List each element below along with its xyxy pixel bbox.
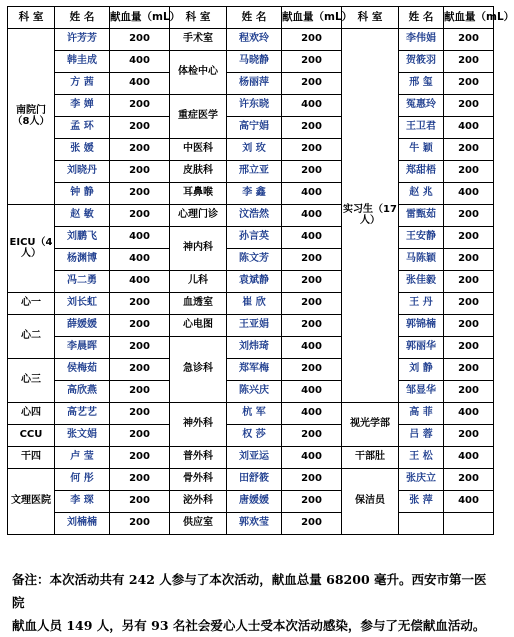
donation-volume-cell: 400 — [282, 95, 342, 117]
table-row — [8, 381, 494, 403]
donor-name-cell: 郑甜梧 — [399, 161, 444, 183]
donation-volume-cell: 200 — [444, 359, 494, 381]
donor-name-cell: 杨渊博 — [55, 249, 110, 271]
donation-volume-cell: 200 — [444, 73, 494, 95]
header-dept-1: 科 室 — [8, 7, 55, 29]
donor-name-cell: 高 菲 — [399, 403, 444, 425]
header-name-3: 姓 名 — [399, 7, 444, 29]
donation-volume-cell: 400 — [110, 271, 170, 293]
donation-volume-cell: 400 — [282, 381, 342, 403]
donor-name-cell: 吕 蓉 — [399, 425, 444, 447]
donor-name-cell: 许芳芳 — [55, 29, 110, 51]
department-cell: 视光学部 — [342, 403, 399, 447]
donation-volume-cell: 400 — [444, 117, 494, 139]
donor-name-cell: 刘 静 — [399, 359, 444, 381]
donation-volume-cell: 200 — [110, 403, 170, 425]
donor-name-cell: 孙言英 — [227, 227, 282, 249]
donor-name-cell: 马陈颖 — [399, 249, 444, 271]
donation-volume-cell: 200 — [110, 161, 170, 183]
donation-volume-cell: 200 — [444, 51, 494, 73]
donation-volume-cell: 200 — [444, 271, 494, 293]
donor-name-cell: 李 琛 — [55, 491, 110, 513]
donor-name-cell: 侯梅茹 — [55, 359, 110, 381]
donation-volume-cell: 200 — [110, 337, 170, 359]
donation-volume-cell: 200 — [282, 513, 342, 535]
donation-volume-cell: 200 — [110, 359, 170, 381]
donor-name-cell: 田舒筱 — [227, 469, 282, 491]
donation-volume-cell: 400 — [444, 183, 494, 205]
department-cell: 儿科 — [170, 271, 227, 293]
donation-volume-cell: 200 — [282, 491, 342, 513]
department-cell: 中医科 — [170, 139, 227, 161]
table-row — [8, 139, 494, 161]
donation-volume-cell: 200 — [282, 359, 342, 381]
donor-name-cell: 郭锦楠 — [399, 315, 444, 337]
donation-volume-cell: 200 — [282, 29, 342, 51]
table-row — [8, 337, 494, 359]
donor-name-cell: 王卫君 — [399, 117, 444, 139]
donor-name-cell: 赵 兆 — [399, 183, 444, 205]
donor-name-cell: 郑军梅 — [227, 359, 282, 381]
department-cell: 干部肚 — [342, 447, 399, 469]
donor-name-cell: 郭欢莹 — [227, 513, 282, 535]
table-row — [8, 491, 494, 513]
department-cell: 心电图 — [170, 315, 227, 337]
donor-name-cell: 权 莎 — [227, 425, 282, 447]
header-volume-3: 献血量（mL） — [444, 7, 494, 29]
donation-volume-cell: 200 — [444, 161, 494, 183]
donor-name-cell: 张庆立 — [399, 469, 444, 491]
donation-volume-cell: 400 — [110, 51, 170, 73]
donation-volume-cell: 200 — [110, 491, 170, 513]
donor-name-cell: 李 鑫 — [227, 183, 282, 205]
header-dept-3: 科 室 — [342, 7, 399, 29]
donor-name-cell: 崔 欣 — [227, 293, 282, 315]
donor-name-cell: 刘鹏飞 — [55, 227, 110, 249]
department-cell: 手术室 — [170, 29, 227, 51]
remark-note — [12, 568, 492, 637]
donor-name-cell: 韩圭成 — [55, 51, 110, 73]
department-cell: 心二 — [8, 315, 55, 359]
table-row — [8, 161, 494, 183]
donor-name-cell: 刘楠楠 — [55, 513, 110, 535]
donor-name-cell: 邢 玺 — [399, 73, 444, 95]
remark-line-2: 献血人员 149 人，另有 93 名社会爱心人士受本次活动感染，参与了无偿献血活动。 — [12, 618, 486, 633]
donor-name-cell: 唐媛媛 — [227, 491, 282, 513]
donation-volume-cell: 200 — [110, 447, 170, 469]
table-row — [8, 403, 494, 425]
header-volume-1: 献血量（mL） — [110, 7, 170, 29]
department-cell: 皮肤科 — [170, 161, 227, 183]
donation-volume-cell: 200 — [110, 425, 170, 447]
remark-line-1: 备注：本次活动共有 242 人参与了本次活动，献血总量 68200 毫升。西安市第一医院 — [12, 572, 487, 610]
donation-volume-cell: 200 — [444, 337, 494, 359]
donor-name-cell: 冯二勇 — [55, 271, 110, 293]
donation-volume-cell: 400 — [444, 403, 494, 425]
donation-volume-cell: 200 — [444, 95, 494, 117]
donor-name-cell: 牛 颖 — [399, 139, 444, 161]
donor-name-cell: 卢 莹 — [55, 447, 110, 469]
department-cell: 心一 — [8, 293, 55, 315]
department-cell: 供应室 — [170, 513, 227, 535]
donation-volume-cell: 200 — [444, 381, 494, 403]
department-cell: 保洁员 — [342, 469, 399, 535]
table-row — [8, 271, 494, 293]
donation-volume-cell: 200 — [110, 293, 170, 315]
department-cell: 急诊科 — [170, 337, 227, 403]
department-cell: 泌外科 — [170, 491, 227, 513]
department-cell: 实习生（17人） — [342, 29, 399, 403]
table-row — [8, 315, 494, 337]
header-name-1: 姓 名 — [55, 7, 110, 29]
department-cell: 骨外科 — [170, 469, 227, 491]
department-cell: 干四 — [8, 447, 55, 469]
donation-volume-cell: 200 — [444, 139, 494, 161]
donor-name-cell: 张文娟 — [55, 425, 110, 447]
donor-name-cell: 王 松 — [399, 447, 444, 469]
donation-volume-cell: 200 — [110, 381, 170, 403]
donor-name-cell: 刘长虹 — [55, 293, 110, 315]
donation-volume-cell: 200 — [444, 205, 494, 227]
donor-name-cell: 何 彤 — [55, 469, 110, 491]
table-row — [8, 51, 494, 73]
donation-volume-cell: 200 — [282, 469, 342, 491]
donation-volume-cell — [444, 513, 494, 535]
donation-volume-cell: 200 — [110, 469, 170, 491]
donation-volume-cell: 400 — [282, 337, 342, 359]
donor-name-cell: 赵 敏 — [55, 205, 110, 227]
donor-name-cell: 刘晓丹 — [55, 161, 110, 183]
table-row — [8, 205, 494, 227]
donation-volume-cell: 200 — [282, 161, 342, 183]
department-cell: 心理门诊 — [170, 205, 227, 227]
donor-name-cell: 刘炜琦 — [227, 337, 282, 359]
donation-volume-cell: 400 — [282, 183, 342, 205]
donation-volume-cell: 200 — [110, 95, 170, 117]
donation-volume-cell: 400 — [110, 249, 170, 271]
donor-name-cell: 钟 静 — [55, 183, 110, 205]
donation-volume-cell: 200 — [110, 513, 170, 535]
donation-volume-cell: 200 — [282, 271, 342, 293]
table-row — [8, 117, 494, 139]
donation-volume-cell: 400 — [444, 447, 494, 469]
department-cell: 心四 — [8, 403, 55, 425]
donation-volume-cell: 200 — [444, 227, 494, 249]
department-cell: EICU（4人） — [8, 205, 55, 293]
department-cell: 南院门（8人） — [8, 29, 55, 205]
donation-volume-cell: 200 — [444, 249, 494, 271]
donation-volume-cell: 200 — [110, 205, 170, 227]
donation-volume-cell: 200 — [282, 293, 342, 315]
donor-name-cell: 张 萍 — [399, 491, 444, 513]
header-dept-2: 科 室 — [170, 7, 227, 29]
department-cell: 耳鼻喉 — [170, 183, 227, 205]
donor-name-cell: 李伟娟 — [399, 29, 444, 51]
table-row — [8, 183, 494, 205]
donation-volume-cell: 200 — [110, 139, 170, 161]
donor-name-cell: 郭丽华 — [399, 337, 444, 359]
donation-volume-cell: 200 — [282, 425, 342, 447]
donation-volume-cell: 200 — [110, 29, 170, 51]
donation-volume-cell: 400 — [110, 73, 170, 95]
table-row — [8, 447, 494, 469]
donor-name-cell: 陈兴庆 — [227, 381, 282, 403]
donor-name-cell: 杨丽萍 — [227, 73, 282, 95]
donor-name-cell: 程欢玲 — [227, 29, 282, 51]
donation-table-container — [7, 6, 514, 535]
table-row — [8, 513, 494, 535]
donor-name-cell: 高艺艺 — [55, 403, 110, 425]
donor-name-cell — [399, 513, 444, 535]
donation-volume-cell: 200 — [282, 51, 342, 73]
donor-name-cell: 李 婵 — [55, 95, 110, 117]
department-cell: 神内科 — [170, 227, 227, 271]
donor-name-cell: 杭 军 — [227, 403, 282, 425]
donation-volume-cell: 200 — [110, 315, 170, 337]
table-row — [8, 425, 494, 447]
department-cell: CCU — [8, 425, 55, 447]
donation-volume-cell: 200 — [282, 249, 342, 271]
blood-donation-table — [7, 6, 514, 535]
department-cell: 血透室 — [170, 293, 227, 315]
table-row — [8, 95, 494, 117]
donor-name-cell: 王安静 — [399, 227, 444, 249]
department-cell: 文理医院 — [8, 469, 55, 535]
donation-volume-cell: 200 — [282, 139, 342, 161]
donation-volume-cell: 400 — [444, 491, 494, 513]
table-row — [8, 249, 494, 271]
donation-volume-cell: 200 — [110, 183, 170, 205]
department-cell: 普外科 — [170, 447, 227, 469]
donor-name-cell: 张 媛 — [55, 139, 110, 161]
donation-volume-cell: 200 — [282, 315, 342, 337]
donation-volume-cell: 400 — [282, 205, 342, 227]
donation-volume-cell: 200 — [444, 469, 494, 491]
donation-volume-cell: 200 — [444, 293, 494, 315]
donor-name-cell: 刘亚运 — [227, 447, 282, 469]
donor-name-cell: 王亚娟 — [227, 315, 282, 337]
donor-name-cell: 雷甄茹 — [399, 205, 444, 227]
donor-name-cell: 许东晓 — [227, 95, 282, 117]
header-row — [8, 7, 494, 29]
donor-name-cell: 袁斌静 — [227, 271, 282, 293]
department-cell: 心三 — [8, 359, 55, 403]
table-body — [8, 29, 494, 535]
donor-name-cell: 贺筱羽 — [399, 51, 444, 73]
department-cell: 体检中心 — [170, 51, 227, 95]
donation-volume-cell: 400 — [282, 403, 342, 425]
donor-name-cell: 汶浩然 — [227, 205, 282, 227]
donation-volume-cell: 200 — [444, 425, 494, 447]
table-row — [8, 469, 494, 491]
donor-name-cell: 孟 环 — [55, 117, 110, 139]
donor-name-cell: 李晨晖 — [55, 337, 110, 359]
donation-volume-cell: 400 — [282, 227, 342, 249]
header-volume-2: 献血量（mL） — [282, 7, 342, 29]
donation-volume-cell: 200 — [282, 117, 342, 139]
donor-name-cell: 高宁娟 — [227, 117, 282, 139]
department-cell: 神外科 — [170, 403, 227, 447]
donor-name-cell: 张佳毅 — [399, 271, 444, 293]
donation-volume-cell: 400 — [282, 447, 342, 469]
donor-name-cell: 陈文芳 — [227, 249, 282, 271]
donor-name-cell: 邹显华 — [399, 381, 444, 403]
table-row — [8, 293, 494, 315]
donation-volume-cell: 200 — [444, 29, 494, 51]
table-row — [8, 359, 494, 381]
donor-name-cell: 方 茜 — [55, 73, 110, 95]
donation-volume-cell: 400 — [110, 227, 170, 249]
department-cell: 重症医学 — [170, 95, 227, 139]
donor-name-cell: 冤惠玲 — [399, 95, 444, 117]
table-row — [8, 227, 494, 249]
donor-name-cell: 邢立亚 — [227, 161, 282, 183]
donor-name-cell: 马晓静 — [227, 51, 282, 73]
table-row — [8, 29, 494, 51]
donor-name-cell: 薛媛媛 — [55, 315, 110, 337]
table-row — [8, 73, 494, 95]
donation-volume-cell: 200 — [282, 73, 342, 95]
donation-volume-cell: 200 — [110, 117, 170, 139]
donor-name-cell: 王 丹 — [399, 293, 444, 315]
donor-name-cell: 高欣燕 — [55, 381, 110, 403]
header-name-2: 姓 名 — [227, 7, 282, 29]
donation-volume-cell: 200 — [444, 315, 494, 337]
donor-name-cell: 刘 玫 — [227, 139, 282, 161]
